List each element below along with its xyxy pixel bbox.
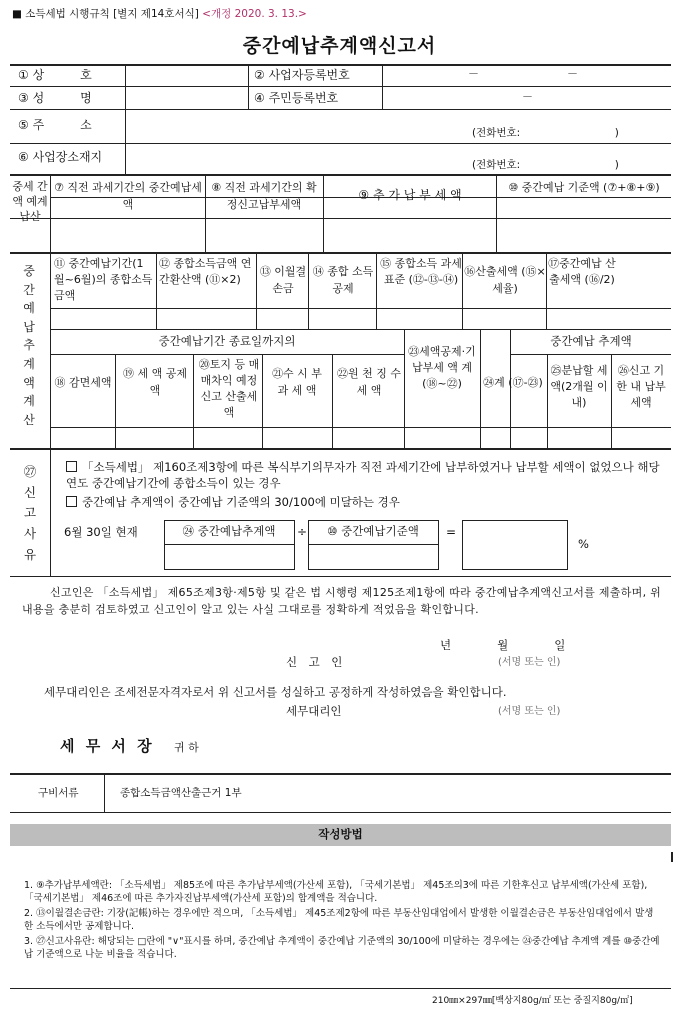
recipient-office: 세 무 서 장 <box>60 737 155 755</box>
divide-sign: ÷ <box>297 525 308 539</box>
address-label: ⑤ 주 소 <box>18 118 92 132</box>
ratio-numerator-label: ㉔ 중간예납추계액 <box>182 524 276 538</box>
group-estimate-header: 중간예납 추계액 <box>550 334 632 348</box>
attachments-label: 구비서류 <box>38 787 79 799</box>
attachments-value: 종합소득금액산출근거 1부 <box>120 787 242 799</box>
equals-sign: = <box>446 525 457 539</box>
col10-header: ⑩ 중간예납 기준액 (⑦+⑧+⑨) <box>508 181 660 194</box>
instruction-item-1: 1. ⑨추가납부세액란: 「소득세법」 제85조에 따른 추가납부세액(가산세 포함), 「국세기본법」 제45조의3에 따른 기한후신고 납부세액(가산세 포함), 「국세기본법」 제46조에 따른 추가자진납부세액(가산세 포함)의 합계액을 적습니다. <box>24 880 648 904</box>
col18-header: ⑱ 감면세액 <box>54 376 112 389</box>
col24-value[interactable] <box>482 429 546 447</box>
name-field[interactable] <box>130 90 244 106</box>
workplace-phone[interactable]: (전화번호: ) <box>472 159 619 171</box>
col23-value[interactable] <box>406 429 479 447</box>
trade-name-field[interactable] <box>130 68 244 84</box>
recipient-suffix: 귀 하 <box>174 741 199 754</box>
revision-note: <개정 2020. 3. 13.> <box>202 8 307 20</box>
col25-header: ㉕분납할 세액(2개월 이내) <box>550 364 608 409</box>
declaration-text: 신고인은 「소득세법」 제65조제3항·제5항 및 같은 법 시행령 제125조제1항에 따라 중간예납추계액신고서를 제출하며, 위 내용을 충분히 검토하였고 신고인이 알고 있는 사실 그대로를 정확하게 적었음을 확인합니다. <box>22 586 662 617</box>
reason-option-2-checkbox[interactable] <box>66 496 77 507</box>
col12-header: ⑫ 종합소득금액 연간환산액 (⑪×2) <box>159 257 252 286</box>
form-title: 중간예납추계액신고서 <box>242 35 437 57</box>
col19-header: ⑲ 세 액 공제액 <box>123 367 187 397</box>
reason-option-1-checkbox[interactable] <box>66 461 77 472</box>
col21-header: ㉑수 시 부 과 세 액 <box>272 367 322 397</box>
col24-header: ㉔계 (⑰-㉓) <box>483 376 543 389</box>
ratio-numerator-value[interactable] <box>166 546 292 566</box>
percent-sign: % <box>578 537 589 551</box>
agent-label: 세무대리인 <box>286 704 342 718</box>
col23-header: ㉓세액공제·기납부세 액 계 (⑱~㉒) <box>408 345 476 390</box>
reason-section-label: ㉗ 신고사유 <box>23 464 37 562</box>
as-of-date-label: 6월 30일 현재 <box>64 525 138 539</box>
ratio-denominator-value[interactable] <box>310 546 436 566</box>
col17-header: ⑰중간예납 산출세액 (⑯/2) <box>548 257 616 286</box>
resident-no-field[interactable]: － <box>522 90 533 103</box>
form-reference: ■ 소득세법 시행규칙 [별지 제14호서식] <개정 2020. 3. 13.> <box>12 8 307 20</box>
col11-value[interactable] <box>52 310 155 328</box>
col12-value[interactable] <box>158 310 255 328</box>
instruction-item-3: 3. ㉗신고사유란: 해당되는 □란에 "∨"표시를 하며, 중간예납 추계액이 중간예납 기준액의 30/100에 미달하는 경우에는 ㉔중간예납 추계액 계를 ⑩중간예납 기준액으로 나눈 비율을 적습니다. <box>24 936 660 960</box>
declaration-date[interactable]: 년 월 일 <box>440 638 566 652</box>
col21-value[interactable] <box>264 429 331 447</box>
name-label: ③ 성 명 <box>18 91 92 105</box>
col9-value[interactable] <box>325 220 495 251</box>
filer-signature[interactable]: (서명 또는 인) <box>498 657 561 668</box>
col22-value[interactable] <box>334 429 403 447</box>
col16-header: ⑯산출세액 (⑮×세율) <box>464 265 546 295</box>
instruction-item-2: 2. ⑬이월결손금란: 기장(記帳)하는 경우에만 적으며, 「소득세법」 제45조제2항에 따른 부동산임대업에서 발생한 이월결손금은 부동산임대업에서 발생한 소득에서만 공제합니다. <box>24 908 654 932</box>
col19-value[interactable] <box>117 429 192 447</box>
col26-header: ㉖신고 기한 내 납부세액 <box>616 364 666 409</box>
resident-no-label: ④ 주민등록번호 <box>254 91 339 105</box>
workplace-label: ⑥ 사업장소재지 <box>18 150 103 164</box>
col14-header: ⑭ 종합 소득공제 <box>312 265 374 295</box>
col13-value[interactable] <box>258 310 307 328</box>
address-phone[interactable]: (전화번호: ) <box>472 127 619 139</box>
col8-value[interactable] <box>207 220 322 251</box>
tax-section-label: 중세 간액 예계 납산 <box>12 180 48 223</box>
ratio-denominator-label: ⑩ 중간예납기준액 <box>327 524 419 538</box>
reason-option-2[interactable]: 중간예납 추계액이 중간예납 기준액의 30/100에 미달하는 경우 <box>66 494 670 510</box>
trade-name-label: ① 상 호 <box>18 68 92 82</box>
col7-header: ⑦ 직전 과세기간의 중간예납세액 <box>54 181 202 211</box>
col17-value[interactable] <box>548 310 670 328</box>
biz-reg-no-label: ② 사업자등록번호 <box>254 68 350 82</box>
col16-value[interactable] <box>464 310 545 328</box>
col22-header: ㉒원 천 징 수 세 액 <box>337 367 401 397</box>
col7-value[interactable] <box>52 220 204 251</box>
col26-value[interactable] <box>613 429 670 447</box>
agent-signature[interactable]: (서명 또는 인) <box>498 706 561 717</box>
col10-value[interactable] <box>498 220 670 251</box>
col9-header: ⑨ 추 가 납 부 세 액 <box>358 188 462 202</box>
col25-value[interactable] <box>549 429 610 447</box>
paper-spec: 210㎜×297㎜[백상지80g/㎡ 또는 중질지80g/㎡] <box>432 996 633 1006</box>
instructions-title: 작성방법 <box>318 827 363 841</box>
col20-header: ⑳토지 등 매매차익 예정신고 산출세액 <box>198 358 260 419</box>
col20-value[interactable] <box>195 429 261 447</box>
biz-reg-no-field[interactable]: － － <box>468 67 578 80</box>
ratio-result-box[interactable] <box>462 520 568 570</box>
calc-section-label: 중간예납추계액계산 <box>23 264 35 427</box>
reason-option-1[interactable]: 「소득세법」 제160조제3항에 따른 복식부기의무자가 직전 과세기간에 납부하였거나 납부할 세액이 없었으나 해당 연도 중간예납기간에 종합소득이 있는 경우 <box>66 460 660 491</box>
col13-header: ⑬ 이월결손금 <box>259 265 307 295</box>
col15-value[interactable] <box>378 310 461 328</box>
col11-header: ⑪ 중간예납기간(1월~6월)의 종합소득금액 <box>54 257 153 302</box>
agent-declaration: 세무대리인은 조세전문자격자로서 위 신고서를 성실하고 공정하게 작성하였음을 확인합니다. <box>44 685 507 699</box>
col18-value[interactable] <box>52 429 114 447</box>
filer-label: 신 고 인 <box>286 655 343 669</box>
col15-header: ⑮ 종합소득 과세표준 (⑫-⑬-⑭) <box>380 257 462 286</box>
group-period-header: 중간예납기간 종료일까지의 <box>158 334 296 348</box>
col14-value[interactable] <box>310 310 375 328</box>
col8-header: ⑧ 직전 과세기간의 확정신고납부세액 <box>211 181 317 211</box>
